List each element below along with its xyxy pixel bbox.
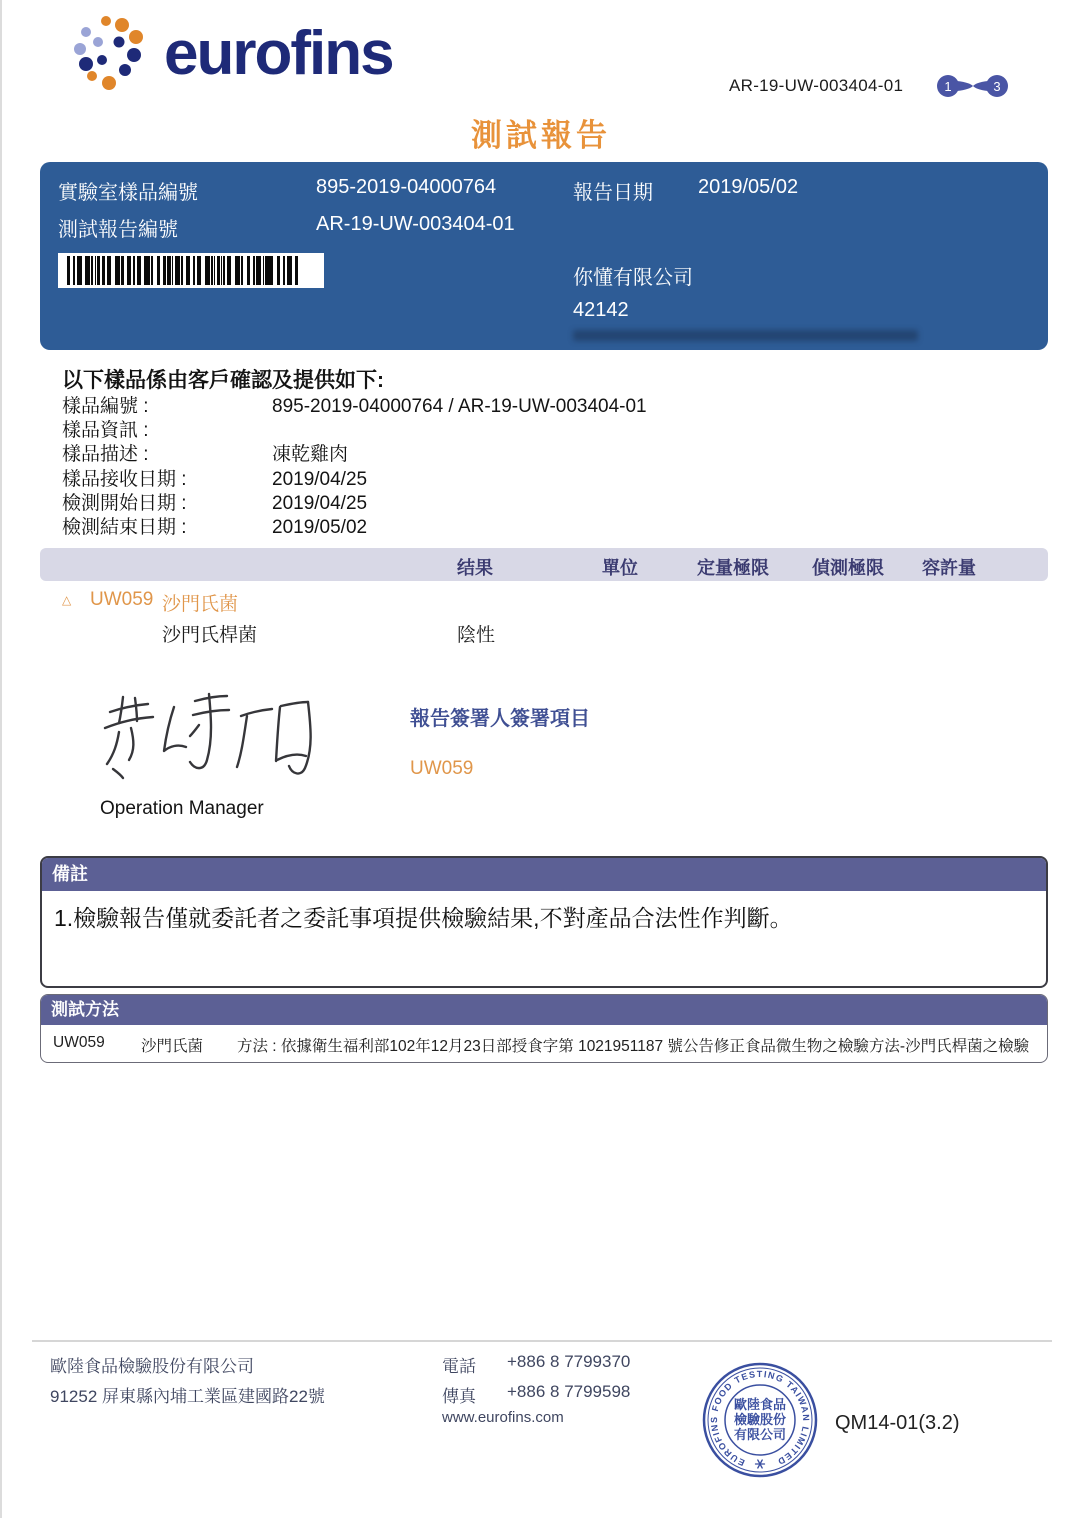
triangle-marker-icon: △ [62, 593, 72, 607]
sample-row [62, 516, 647, 540]
footer-address: 91252 屏東縣內埔工業區建國路22號 [50, 1387, 325, 1406]
sample-row-label: 樣品編號 : [62, 396, 149, 417]
footer-phone-label: 電話 [442, 1357, 476, 1376]
redacted-client-address [573, 330, 918, 341]
col-result: 结果 [457, 558, 493, 578]
doc-code: QM14-01(3.2) [835, 1412, 960, 1434]
seal-ring-text: EUROFINS FOOD TESTING TAIWAN LIMITED [708, 1368, 812, 1468]
result-row [40, 620, 1048, 644]
footer-website-link[interactable]: www.eurofins.com [442, 1409, 564, 1426]
page-indicator-icon [934, 72, 1014, 100]
lab-sample-value: 895-2019-04000764 [316, 176, 497, 198]
note-line: 1.檢驗報告僅就委託者之委託事項提供檢驗結果,不對產品合法性作判斷。 [54, 905, 793, 931]
sample-row-label: 樣品接收日期 : [62, 468, 187, 490]
footer-fax-label: 傳真 [442, 1387, 476, 1406]
footer-phone-value: +886 8 7799370 [507, 1352, 631, 1371]
sample-row [62, 468, 647, 492]
method-code: UW059 [53, 1034, 105, 1051]
eurofins-logo [72, 12, 393, 96]
seal-center-line2: 檢驗股份 [733, 1412, 787, 1427]
sample-row-value: 2019/04/25 [272, 468, 368, 490]
col-lod: 偵測極限 [812, 558, 884, 578]
report-no-label: 測試報告編號 [58, 219, 178, 241]
eurofins-dots-icon [72, 12, 156, 96]
client-code: 42142 [573, 299, 629, 321]
notes-body [42, 891, 1046, 986]
report-no-value: AR-19-UW-003404-01 [316, 213, 515, 235]
sample-row-value: 2019/05/02 [272, 516, 368, 538]
col-unit: 單位 [602, 558, 638, 578]
method-test-name: 沙門氏菌 [141, 1038, 204, 1055]
method-description: 方法 : 依據衛生福利部102年12月23日部授食字第 1021951187 號公告修正食品微生物之檢驗方法-沙門氏桿菌之檢驗 [237, 1038, 1030, 1055]
sample-row-label: 檢測開始日期 : [62, 492, 187, 514]
seal-center-line3: 有限公司 [733, 1427, 787, 1442]
footer-company: 歐陸食品檢驗股份有限公司 [50, 1357, 254, 1376]
sample-row-label: 樣品資訊 : [62, 420, 149, 442]
sample-row-label: 樣品描述 : [62, 444, 149, 466]
sample-row [62, 443, 647, 467]
lab-sample-label: 實驗室樣品編號 [58, 182, 198, 204]
sample-row [62, 492, 647, 516]
methods-header: 測試方法 [41, 995, 1047, 1025]
sample-barcode [58, 253, 324, 288]
sample-row-value: 895-2019-04000764 / AR-19-UW-003404-01 [272, 396, 647, 417]
report-info-panel [40, 162, 1048, 350]
sample-row-value: 2019/04/25 [272, 492, 368, 514]
test-code: UW059 [90, 589, 154, 610]
page-title: 測試報告 [471, 118, 611, 153]
report-number-header: AR-19-UW-003404-01 [729, 76, 904, 95]
logo-wordmark: eurofins [164, 19, 393, 88]
methods-row [41, 1025, 1047, 1062]
analyte-name: 沙門氏桿菌 [162, 625, 258, 646]
footer-divider [32, 1340, 1052, 1342]
notes-box [40, 856, 1048, 988]
col-tolerance: 容許量 [922, 558, 976, 578]
signer-section-title: 報告簽署人簽署項目 [410, 708, 590, 730]
signer-test-code: UW059 [410, 758, 474, 779]
results-table-header [40, 548, 1048, 581]
page-current: 1 [944, 79, 952, 94]
footer-fax-value: +886 8 7799598 [507, 1382, 631, 1401]
barcode-bars [67, 256, 298, 285]
page-total: 3 [993, 79, 1001, 94]
sample-row-label: 檢測結束日期 : [62, 516, 187, 538]
signer-role: Operation Manager [100, 798, 264, 819]
analyte-result: 陰性 [457, 625, 496, 646]
report-date-label: 報告日期 [573, 182, 653, 204]
sample-row [62, 419, 647, 443]
methods-box [40, 994, 1048, 1063]
sample-info-list [62, 395, 647, 540]
notes-header: 備註 [42, 858, 1046, 891]
col-loq: 定量極限 [697, 558, 769, 578]
result-group-row [40, 589, 1048, 613]
sample-row [62, 395, 647, 419]
seal-star-icon [756, 1460, 765, 1468]
handwritten-signature [94, 692, 319, 792]
sample-intro-heading: 以下樣品係由客戶確認及提供如下: [62, 369, 384, 392]
seal-center-line1: 歐陸食品 [733, 1397, 787, 1412]
client-name: 你懂有限公司 [573, 267, 693, 289]
company-seal-stamp [700, 1360, 820, 1480]
sample-row-value: 凍乾雞肉 [272, 444, 349, 466]
test-group-name: 沙門氏菌 [162, 594, 239, 615]
report-date-value: 2019/05/02 [698, 176, 799, 198]
